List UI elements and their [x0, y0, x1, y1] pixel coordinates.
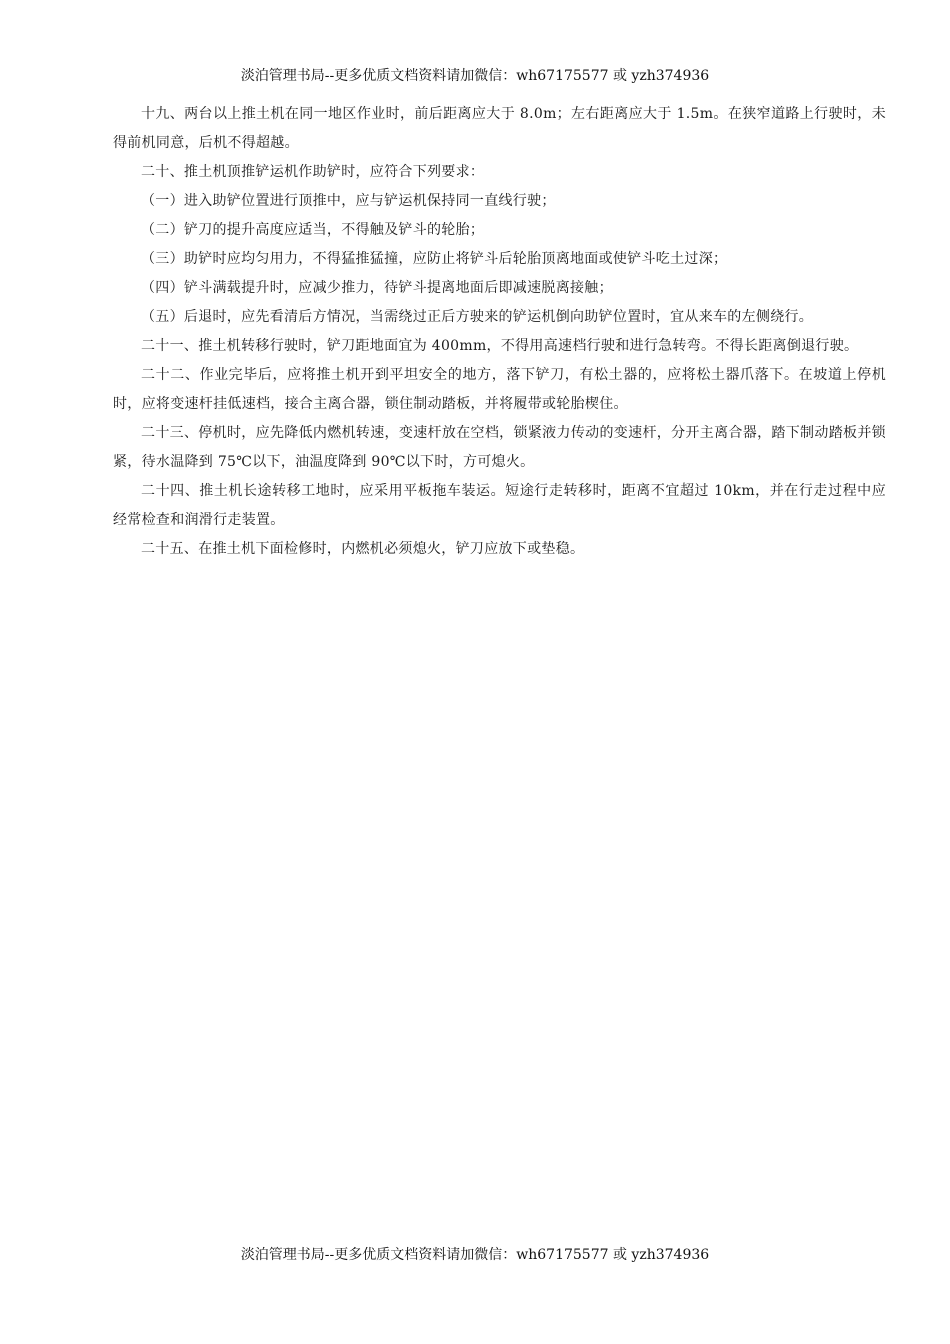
paragraph-25: 二十五、在推土机下面检修时，内燃机必须熄火，铲刀应放下或垫稳。 [141, 541, 585, 557]
paragraph-20-item-2: （二）铲刀的提升高度应适当，不得触及铲斗的轮胎； [141, 222, 485, 238]
paragraph-19: 十九、两台以上推土机在同一地区作业时，前后距离应大于 8.0m；左右距离应大于 1.5m。在狭窄道路上行驶时，未得前机同意，后机不得超越。 [113, 106, 886, 151]
paragraph-20-item-5: （五）后退时，应先看清后方情况，当需绕过正后方驶来的铲运机倒向助铲位置时，宜从来车的左侧绕行。 [141, 309, 814, 325]
paragraph-24: 二十四、推土机长途转移工地时，应采用平板拖车装运。短途行走转移时，距离不宜超过 10km，并在行走过程中应经常检查和润滑行走装置。 [113, 483, 886, 528]
paragraph-20-item-4: （四）铲斗满载提升时，应减少推力，待铲斗提离地面后即减速脱离接触； [141, 280, 613, 296]
page-footer: 淡泊管理书局--更多优质文档资料请加微信：wh67175577 或 yzh374936 [240, 1247, 710, 1263]
paragraph-20-item-1: （一）进入助铲位置进行顶推中，应与铲运机保持同一直线行驶； [141, 193, 556, 209]
page-header: 淡泊管理书局--更多优质文档资料请加微信：wh67175577 或 yzh374936 [240, 68, 710, 84]
paragraph-21: 二十一、推土机转移行驶时，铲刀距地面宜为 400mm，不得用高速档行驶和进行急转弯。不得长距离倒退行驶。 [141, 338, 859, 354]
paragraph-22: 二十二、作业完毕后，应将推土机开到平坦安全的地方，落下铲刀，有松土器的，应将松土器爪落下。在坡道上停机时，应将变速杆挂低速档，接合主离合器，锁住制动踏板，并将履带或轮胎楔住。 [113, 367, 886, 412]
paragraph-20-item-3: （三）助铲时应均匀用力，不得猛推猛撞，应防止将铲斗后轮胎顶离地面或使铲斗吃土过深； [141, 251, 728, 267]
paragraph-20: 二十、推土机顶推铲运机作助铲时，应符合下列要求： [141, 164, 485, 180]
document-body [113, 100, 886, 564]
paragraph-23: 二十三、停机时，应先降低内燃机转速，变速杆放在空档，锁紧液力传动的变速杆，分开主离合器，踏下制动踏板并锁紧，待水温降到 75℃以下，油温度降到 90℃以下时，方可熄火。 [113, 425, 886, 470]
